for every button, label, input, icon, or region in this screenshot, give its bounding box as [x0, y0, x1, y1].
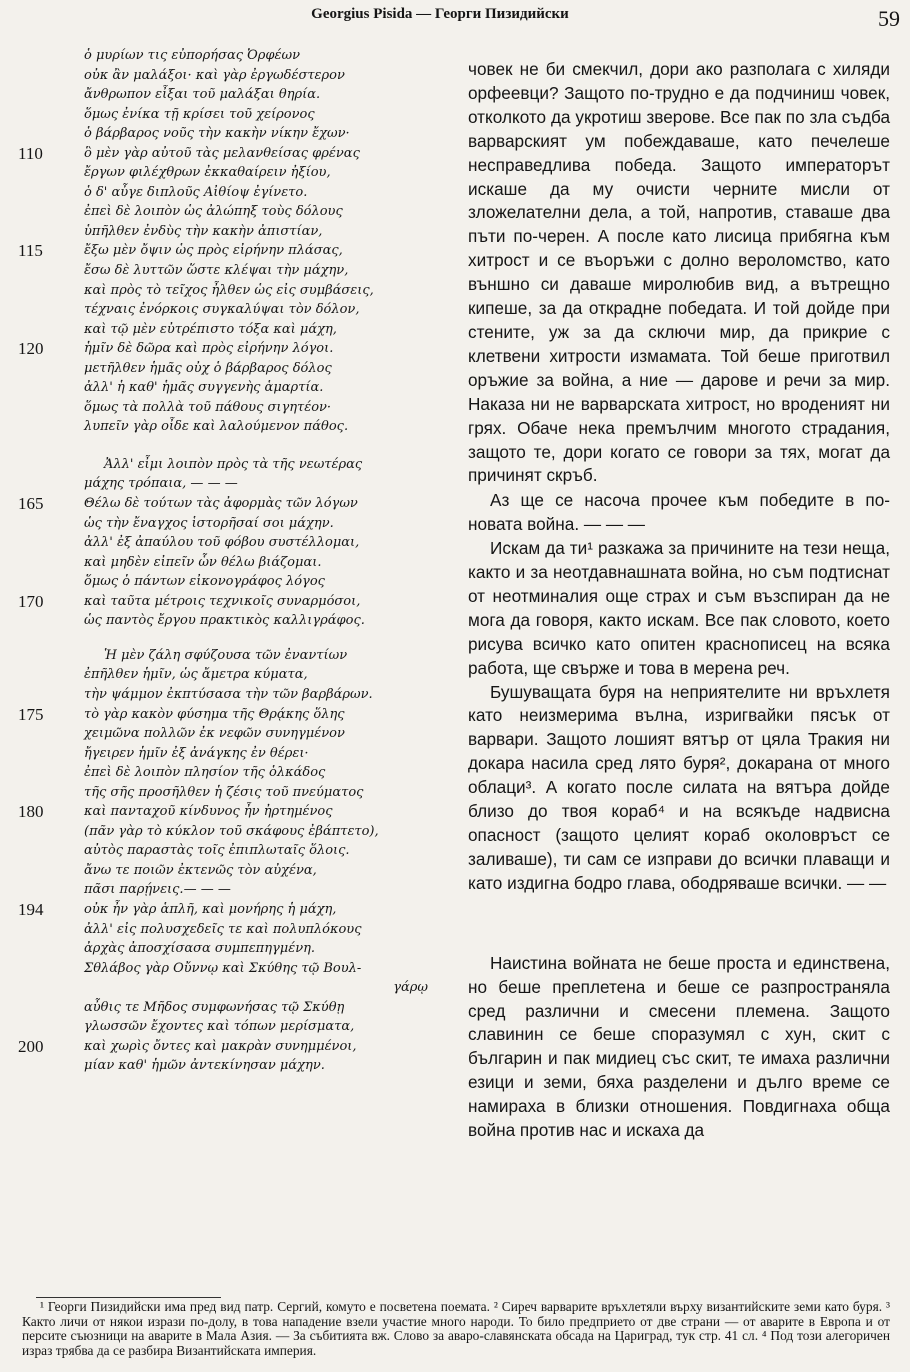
greek-line: [18, 281, 463, 301]
greek-line: [18, 880, 463, 900]
footnotes: [22, 1297, 890, 1358]
greek-line: [18, 320, 463, 340]
line-number: 170: [18, 591, 44, 611]
greek-line-text: ὅμως ἐνίκα τῇ κρίσει τοῦ χείρονος: [84, 106, 315, 122]
greek-line-text: τῆς σῆς προσῆλθεν ἡ ζέσις τοῦ πνεύματος: [84, 784, 364, 800]
translation-paragraph: Аз ще се насоча прочее към победите в по-новата война. — — —: [468, 490, 890, 535]
greek-line-text: μίαν καθ' ἡμῶν ἀντεκίνησαν μάχην.: [84, 1058, 325, 1074]
paragraph-gap: [468, 896, 890, 952]
line-number: 115: [18, 241, 43, 261]
greek-line: [18, 665, 463, 685]
greek-line: [18, 592, 463, 612]
greek-line-text: ὁ μυρίων τις εὐπορήσας Ὀρφέων: [84, 48, 301, 63]
greek-line: [18, 474, 463, 494]
greek-line: [18, 744, 463, 764]
greek-line: [18, 300, 463, 320]
line-number: 194: [18, 899, 44, 919]
greek-line: [18, 611, 463, 631]
translation-paragraph: Бушуващата буря на неприятелите ни връхлетя като неизмерима вълна, изригвайки пясък от варвари. Защото лошият вятър от цяла Тракия ни докара насила сред лято буря², докарана от много облаци³. А когато после силата на вятъра дойде близо до твоя кораб⁴ и на всякъде надвисна опасност (защото целият кораб околовръст се заливаше), ти сам се изправи до всички плаващи и като издигна бодро глава, ободряваше всички. — —: [468, 681, 890, 893]
greek-line-text: ὅμως τὰ πολλὰ τοῦ πάθους σιγητέον·: [84, 399, 332, 415]
greek-line-text: ἀλλ' ἡ καθ' ἡμᾶς συγγενὴς ἁμαρτία.: [84, 380, 324, 396]
greek-line-text: λυπεῖν γὰρ οἶδε καὶ λαλούμενον πάθος.: [84, 419, 349, 435]
greek-line-text: ἡμῖν δὲ δῶρα καὶ πρὸς εἰρήνην λόγοι.: [84, 341, 334, 357]
greek-line-text: ἄνω τε ποιῶν ἐκτενῶς τὸν αὐχένα,: [84, 862, 317, 878]
greek-line-text: οὐκ ἂν μαλάξοι· καὶ γὰρ ἐργωδέστερον: [84, 67, 345, 83]
greek-line: [18, 978, 463, 998]
greek-line: [18, 85, 463, 105]
greek-line-text: τὸ γὰρ κακὸν φύσημα τῆς Θρᾴκης ὅλης: [84, 706, 345, 722]
translation-column: [468, 58, 890, 1143]
greek-line: [18, 222, 463, 242]
footnote-text: ¹ Георги Пизидийски има пред вид патр. Сергий, комуто е посветена поемата. ² Сиреч варварите връхлетяли върху византийските земи като буря. ³ Както личи от някои изрази по-долу, в това нападение взели участие много народи. То било предприето от две страни — от аварите в Европа и от персите съюзници на аварите в Мала Азия. — За събитията вж. Слово за аваро-славянската обсада на Цариград, тук стр. 41 сл. ⁴ Под този алегоричен израз трябва да се разбира Византийската империя.: [22, 1299, 890, 1358]
running-title-text: Georgius Pisida — Георги Пизидийски: [303, 6, 577, 22]
greek-line-text: ὡς παντὸς ἔργου πρακτικὸς καλλιγράφος.: [84, 613, 365, 629]
greek-line: [18, 359, 463, 379]
line-number: 200: [18, 1036, 44, 1056]
translation-paragraph: Искам да ти¹ разкажа за причините на тези неща, както и за неотдавнашната война, но съм подтиснат от неотминалия още страх и съм възспиран да не мога да говоря, както искам. Все пак словото, което рисува всичко като опитен краснописец на всяка работа, ще свърже и това в мерена реч.: [468, 538, 890, 678]
page-number: 59: [878, 6, 900, 31]
greek-line-text: τὴν ψάμμον ἐκπτύσασα τὴν τῶν βαρβάρων.: [84, 686, 373, 702]
greek-line: [18, 920, 463, 940]
greek-line-text: αὐτὸς παραστὰς τοῖς ἐπιπλωταῖς ὅλοις.: [84, 843, 350, 859]
greek-line-text: Ἡ μὲν ζάλη σφύζουσα τῶν ἐναντίων: [104, 647, 348, 663]
greek-line-text: αὖθις τε Μῆδος συμφωνήσας τῷ Σκύθῃ: [84, 999, 345, 1015]
greek-line-text: ἔσω δὲ λυττῶν ὥστε κλέψαι τὴν μάχην,: [84, 263, 349, 279]
greek-line: [18, 66, 463, 86]
greek-line: [18, 494, 463, 514]
greek-line-text: ἀρχὰς ἀποσχίσασα συμπεπηγμένη.: [84, 941, 316, 957]
greek-line: [18, 261, 463, 281]
greek-line-text: Σθλάβος γὰρ Οὔννῳ καὶ Σκύθης τῷ Βουλ-: [84, 960, 362, 976]
greek-line-text: γλωσσῶν ἔχοντες καὶ τόπων μερίσματα,: [84, 1019, 355, 1035]
greek-line: [18, 183, 463, 203]
greek-line-text: ὑπῆλθεν ἐνδὺς τὴν κακὴν ἀπιστίαν,: [84, 223, 323, 239]
stanza-gap: [18, 631, 463, 646]
greek-line-text: ἐπεὶ δὲ λοιπὸν πλησίον τῆς ὁλκάδος: [84, 765, 326, 781]
greek-line-text: ἀλλ' εἰς πολυσχεδεῖς τε καὶ πολυπλόκους: [84, 921, 362, 937]
greek-line: [18, 939, 463, 959]
greek-line-text: ὁ βάρβαρος νοῦς τὴν κακὴν νίκην ἔχων·: [84, 126, 350, 142]
greek-line: [18, 105, 463, 125]
greek-line-text: καὶ πανταχοῦ κίνδυνος ἦν ἠρτημένος: [84, 804, 333, 820]
greek-line: [18, 572, 463, 592]
greek-line-text: καὶ χωρὶς ὄντες καὶ μακρὰν συνημμένοι,: [84, 1038, 357, 1054]
greek-line: [18, 398, 463, 418]
line-number: 120: [18, 339, 44, 359]
greek-line-text: ὅμως ὁ πάντων εἰκονογράφος λόγος: [84, 574, 325, 590]
greek-line: [18, 241, 463, 261]
footnote-rule: [36, 1297, 221, 1298]
greek-line-text: γάρῳ: [393, 980, 428, 996]
greek-line-text: ὁ δ' αὖγε διπλοῦς Αἰθίοψ ἐγίνετο.: [84, 184, 308, 200]
line-number: 110: [18, 143, 43, 163]
greek-line-text: καὶ πρὸς τὸ τεῖχος ἦλθεν ὡς εἰς συμβάσεις,: [84, 282, 374, 298]
greek-line: [18, 339, 463, 359]
greek-line: [18, 124, 463, 144]
greek-line-text: καὶ τῷ μὲν εὐτρέπιστο τόξα καὶ μάχη,: [84, 321, 337, 337]
greek-line: [18, 417, 463, 437]
greek-line-text: Ἀλλ' εἶμι λοιπὸν πρὸς τὰ τῆς νεωτέρας: [104, 456, 363, 472]
greek-line: [18, 533, 463, 553]
greek-line: [18, 900, 463, 920]
greek-line-text: ἄνθρωπον εἶξαι τοῦ μαλάξαι θηρία.: [84, 87, 321, 103]
greek-line-text: ἔργων φιλέχθρων ἐκκαθαίρειν ἠξίου,: [84, 165, 331, 181]
greek-line-text: ὃ μὲν γὰρ αὐτοῦ τὰς μελανθείσας φρένας: [84, 145, 360, 161]
greek-line: [18, 1037, 463, 1057]
greek-line: [18, 802, 463, 822]
running-header: [25, 4, 905, 32]
translation-paragraph: Наистина войната не беше проста и единствена, но беше преплетена и беше се разпространяла сред различни и смесени племена. Защото славинин се беше споразумял с хун, скит с българин и пак мидиец със скит, те имаха различни езици и земи, бяха разделени и дълго време се намираха в близки отношения. Повдигнаха обща война против нас и искаха да: [468, 952, 890, 1141]
greek-line: [18, 705, 463, 725]
line-number: 180: [18, 802, 44, 822]
greek-line: [18, 1017, 463, 1037]
running-title: [25, 6, 855, 23]
translation-paragraph: човек не би смекчил, дори ако разполага с хиляди орфеевци? Защото по-трудно е да подчиниш човек, отколкото да укротиш зверове. Все пак по зла съдба варварският ум побеждаваше, като печелеше несправедлива победа. Защото императорът искаше да му очисти черните мисли от зложелателни дела, а той, напротив, ставаше два пъти по-черен. А после като лисица прибягна към хитрост и се въоръжи с долно вероломство, като външно си даваше миролюбив вид, а вътрещно кипеше, за да открадне победата. И той дойде при стените, уж за да сключи мир, да прикрие с клетвени хитрости измамата. Той беше приготвил оръжие за война, а ние — дарове и речи за мир. Наказа ни не варварската хитрост, но вроденият ни грях. Обаче нека премълчим многото страдания, защото те, дори когато се говори за тях, могат да причинят скръб.: [468, 59, 890, 486]
greek-line-text: πᾶσι παρῄνεις.— — —: [84, 882, 231, 898]
greek-line: [18, 822, 463, 842]
greek-line-text: ἔξω μὲν ὄψιν ὡς πρὸς εἰρήνην πλάσας,: [84, 243, 343, 259]
greek-line: [18, 202, 463, 222]
greek-line-text: (πᾶν γὰρ τὸ κύκλον τοῦ σκάφους ἐβάπτετο),: [84, 823, 379, 839]
greek-line-text: καὶ ταῦτα μέτροις τεχνικοῖς συναρμόσοι,: [84, 593, 361, 609]
greek-line-text: ἐπῆλθεν ἡμῖν, ὡς ἄμετρα κύματα,: [84, 667, 308, 683]
greek-line-text: ἐπεὶ δὲ λοιπὸν ὡς ἀλώπηξ τοὺς δόλους: [84, 204, 343, 220]
greek-line: [18, 841, 463, 861]
greek-line: [18, 144, 463, 164]
greek-line: [18, 514, 463, 534]
greek-line-text: καὶ μηδὲν εἰπεῖν ὧν θέλω βιάζομαι.: [84, 554, 322, 570]
greek-line-text: μάχης τρόπαια, — — —: [84, 476, 238, 492]
greek-line: [18, 998, 463, 1018]
line-number: 175: [18, 704, 44, 724]
greek-line: [18, 783, 463, 803]
greek-line-text: ἀλλ' ἐξ ἀπαύλου τοῦ φόβου συστέλλομαι,: [84, 535, 360, 551]
greek-line-text: τέχναις ἐνόρκοις συγκαλύψαι τὸν δόλον,: [84, 302, 360, 318]
greek-line-text: χειμῶνα πολλῶν ἐκ νεφῶν συνηγμένον: [84, 726, 345, 742]
greek-line: [18, 959, 463, 979]
greek-line: [18, 1056, 463, 1076]
greek-line: [18, 685, 463, 705]
greek-line: [18, 553, 463, 573]
greek-line: [18, 455, 463, 475]
greek-line: [18, 861, 463, 881]
greek-line: [18, 724, 463, 744]
greek-line-text: μετῆλθεν ἡμᾶς οὐχ ὁ βάρβαρος δόλος: [84, 360, 332, 376]
greek-line: [18, 646, 463, 666]
line-number: 165: [18, 494, 44, 514]
greek-line-text: ἤγειρεν ἡμῖν ἐξ ἀνάγκης ἐν θέρει·: [84, 745, 309, 761]
greek-line: [18, 763, 463, 783]
greek-line: [18, 163, 463, 183]
greek-text-column: [18, 46, 463, 1076]
greek-line-text: ὡς τὴν ἔναγχος ἱστορῆσαί σοι μάχην.: [84, 515, 334, 531]
greek-line: [18, 378, 463, 398]
greek-line: [18, 46, 463, 66]
greek-line-text: Θέλω δὲ τούτων τὰς ἀφορμὰς τῶν λόγων: [84, 496, 358, 512]
greek-line-text: οὐκ ἦν γὰρ ἁπλῆ, καὶ μονήρης ἡ μάχη,: [84, 901, 337, 917]
stanza-gap: [18, 437, 463, 455]
